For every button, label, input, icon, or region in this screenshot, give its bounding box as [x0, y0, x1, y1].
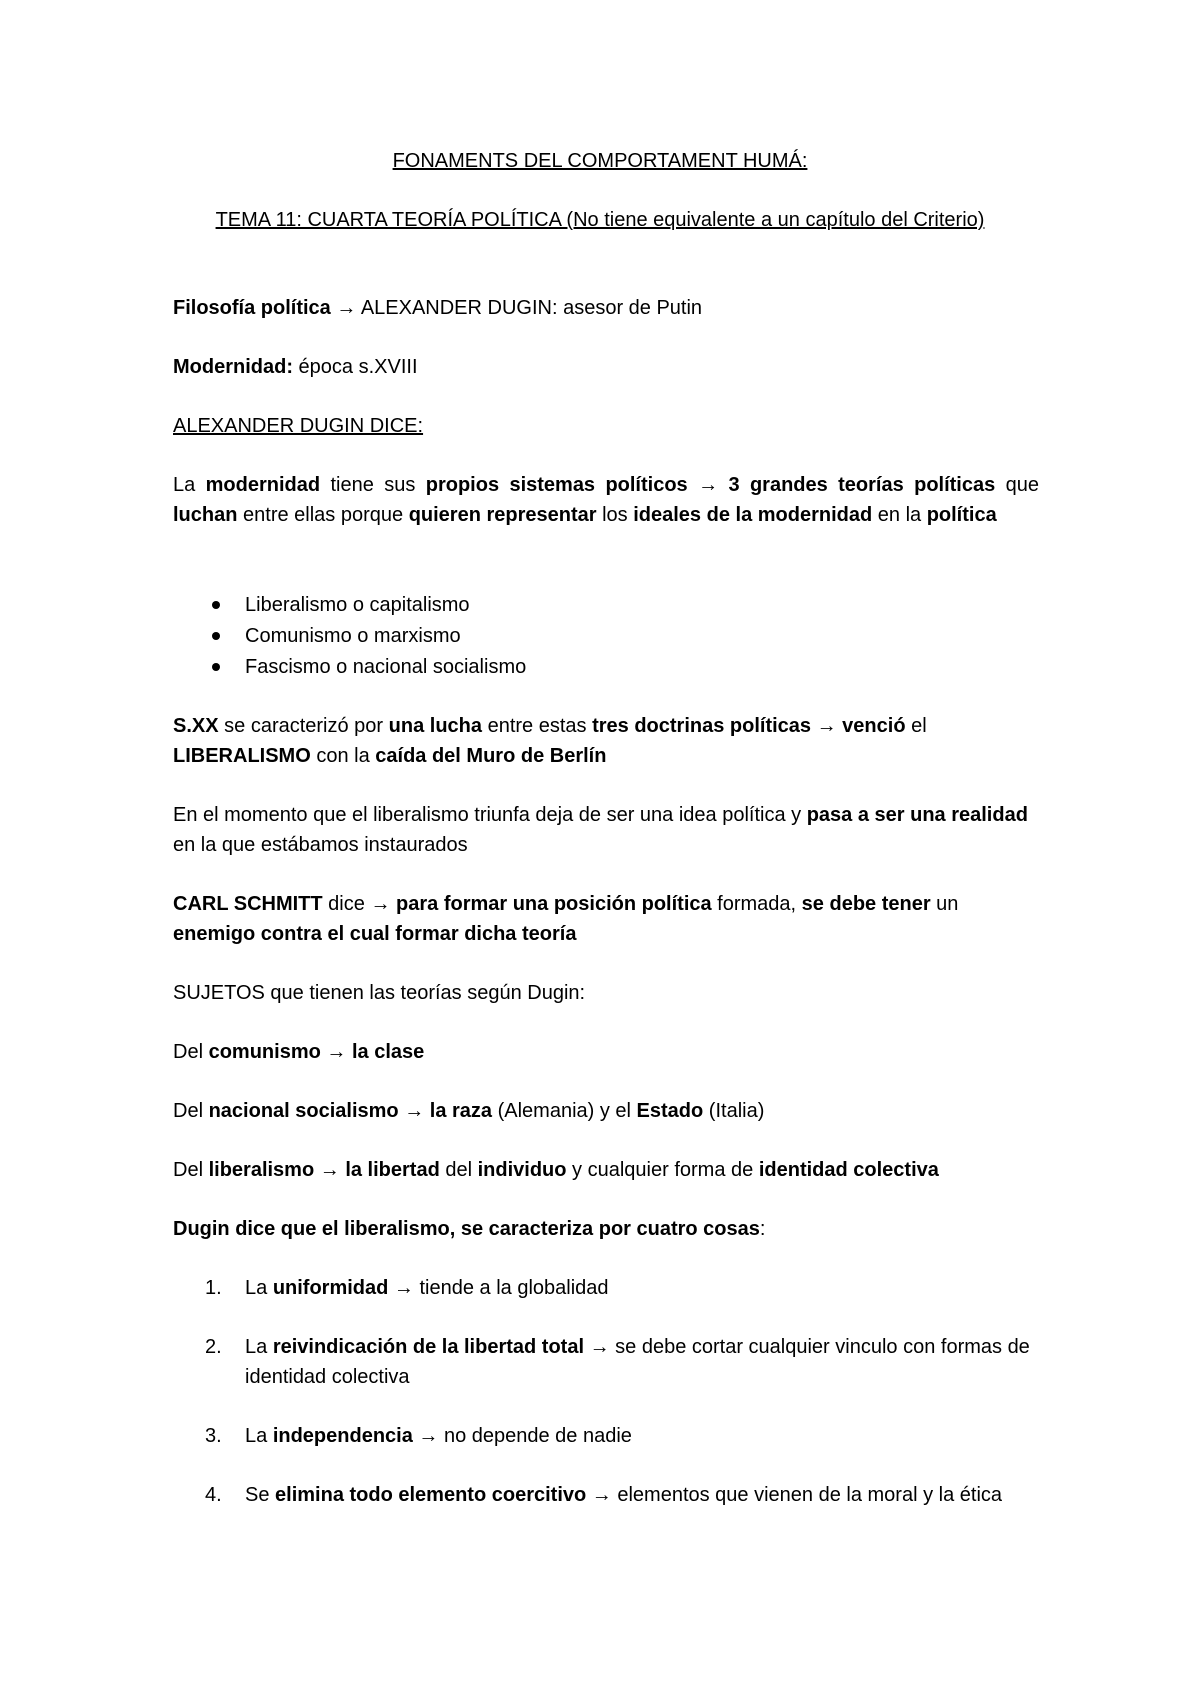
text: La: [245, 1336, 273, 1358]
bullet-icon: [212, 601, 220, 609]
bold-text: política: [926, 504, 997, 526]
list-number: 4.: [205, 1484, 222, 1506]
document-title: FONAMENTS DEL COMPORTAMENT HUMÁ:: [392, 150, 808, 172]
bold-text: caída del Muro de Berlín: [375, 745, 607, 767]
paragraph-sujetos: SUJETOS que tienen las teorías según Dugin:: [173, 982, 586, 1004]
text: no depende de nadie: [438, 1425, 632, 1447]
arrow-icon: →: [336, 297, 357, 319]
text: En el momento que el liberalismo triunfa deja de ser una idea política y: [173, 804, 807, 826]
arrow-icon: →: [319, 1159, 340, 1181]
arrow-icon: →: [418, 1425, 439, 1447]
bold-text: la clase: [351, 1041, 425, 1063]
text: con la: [310, 745, 376, 767]
arrow-icon: →: [591, 1484, 612, 1506]
plain-text: ALEXANDER DUGIN: asesor de Putin: [360, 297, 703, 319]
bold-text: comunismo: [208, 1041, 321, 1063]
numbered-item: [245, 1332, 1045, 1392]
bold-text: pasa a ser una realidad: [806, 804, 1028, 826]
bold-text: tres doctrinas políticas: [592, 715, 812, 737]
document-subtitle: TEMA 11: CUARTA TEORÍA POLÍTICA (No tiene equivalente a un capítulo del Criterio): [215, 209, 985, 231]
bold-text: independencia: [272, 1425, 413, 1447]
text: que: [995, 474, 1039, 496]
bold-text: 3 grandes teorías políticas: [728, 474, 996, 496]
text: [688, 474, 698, 496]
arrow-icon: →: [816, 715, 837, 737]
bold-text: quieren representar: [408, 504, 597, 526]
text: del: [439, 1159, 478, 1181]
text: un: [930, 893, 959, 915]
text: formada,: [711, 893, 802, 915]
bold-text: Modernidad:: [173, 356, 293, 378]
list-item: Comunismo o marxismo: [245, 625, 461, 647]
text: y cualquier forma de: [566, 1159, 759, 1181]
bold-text: Filosofía política: [173, 297, 331, 319]
bold-text: reivindicación de la libertad total: [272, 1336, 585, 1358]
bold-text: Estado: [636, 1100, 704, 1122]
bold-text: uniformidad: [272, 1277, 389, 1299]
bullet-icon: [212, 663, 220, 671]
bold-text: modernidad: [205, 474, 321, 496]
bold-text: CARL SCHMITT: [173, 893, 323, 915]
arrow-icon: →: [404, 1100, 425, 1122]
paragraph-modernidad: [173, 470, 1039, 530]
bold-text: propios sistemas políticos: [425, 474, 688, 496]
text: :: [759, 1218, 766, 1240]
bold-text: Dugin dice que el liberalismo, se caracteriza por cuatro cosas: [173, 1218, 760, 1240]
text: elementos que vienen de la moral y la ética: [617, 1484, 1003, 1506]
text: Del: [173, 1041, 209, 1063]
arrow-icon: →: [698, 474, 719, 496]
line-filosofia: [173, 293, 1039, 323]
text: se debe cortar cualquier vinculo con formas de identidad colectiva: [245, 1336, 1030, 1388]
text: entre ellas porque: [237, 504, 409, 526]
list-item: Liberalismo o capitalismo: [245, 594, 470, 616]
paragraph-schmitt: [173, 889, 1039, 949]
list-item: Fascismo o nacional socialismo: [245, 656, 527, 678]
bold-text: se debe tener: [801, 893, 931, 915]
text: los: [596, 504, 634, 526]
list-number: 1.: [205, 1277, 222, 1299]
paragraph-sxx-line2: [173, 741, 1039, 771]
paragraph-sxx-line1: [173, 711, 1039, 741]
arrow-icon: →: [326, 1041, 347, 1063]
bold-text: luchan: [173, 504, 238, 526]
text: dice: [322, 893, 371, 915]
bold-text: liberalismo: [208, 1159, 315, 1181]
bold-text: ideales de la modernidad: [633, 504, 873, 526]
bold-text: para: [396, 893, 444, 915]
numbered-item: [245, 1273, 1045, 1303]
text: Del: [173, 1100, 209, 1122]
text: se caracterizó por: [218, 715, 389, 737]
line-comunismo: [173, 1037, 1039, 1067]
bold-text: LIBERALISMO: [173, 745, 311, 767]
bold-text: la libertad: [345, 1159, 440, 1181]
numbered-item: [245, 1480, 1045, 1510]
text: La: [173, 474, 206, 496]
text: el: [905, 715, 927, 737]
list-number: 2.: [205, 1336, 222, 1358]
bold-text: S.XX: [173, 715, 219, 737]
arrow-icon: →: [589, 1336, 610, 1358]
list-number: 3.: [205, 1425, 222, 1447]
text: (Alemania) y el: [492, 1100, 637, 1122]
line-liberalismo: [173, 1155, 1039, 1185]
bold-text: elimina todo elemento coercitivo: [275, 1484, 587, 1506]
text: entre estas: [482, 715, 593, 737]
bold-text: una lucha: [388, 715, 483, 737]
text: La: [245, 1277, 273, 1299]
heading-dugin: ALEXANDER DUGIN DICE:: [173, 415, 424, 437]
bold-text: identidad colectiva: [758, 1159, 939, 1181]
arrow-icon: →: [393, 1277, 414, 1299]
bold-text: nacional socialismo: [208, 1100, 399, 1122]
line-modernidad: [173, 352, 1039, 382]
numbered-item: [245, 1421, 1045, 1451]
line-dugin-caracteriza: [173, 1214, 1039, 1244]
text: Se: [245, 1484, 276, 1506]
text: tiende a la globalidad: [419, 1277, 609, 1299]
plain-text: época s.XVIII: [293, 356, 418, 378]
bold-text: la raza: [429, 1100, 493, 1122]
bullet-icon: [212, 632, 220, 640]
text: Del: [173, 1159, 209, 1181]
text: tiene sus: [320, 474, 426, 496]
bold-text: venció: [842, 715, 906, 737]
text: en la: [872, 504, 927, 526]
text: en la que estábamos instaurados: [173, 834, 468, 856]
arrow-icon: →: [370, 893, 391, 915]
bold-text: enemigo contra el cual formar dicha teoría: [173, 923, 577, 945]
paragraph-liberalismo-triunfa: [173, 800, 1039, 860]
bold-text: formar una posición política: [443, 893, 712, 915]
bold-text: individuo: [477, 1159, 567, 1181]
text: (Italia): [703, 1100, 765, 1122]
text: La: [245, 1425, 273, 1447]
line-nacional-socialismo: [173, 1096, 1039, 1126]
